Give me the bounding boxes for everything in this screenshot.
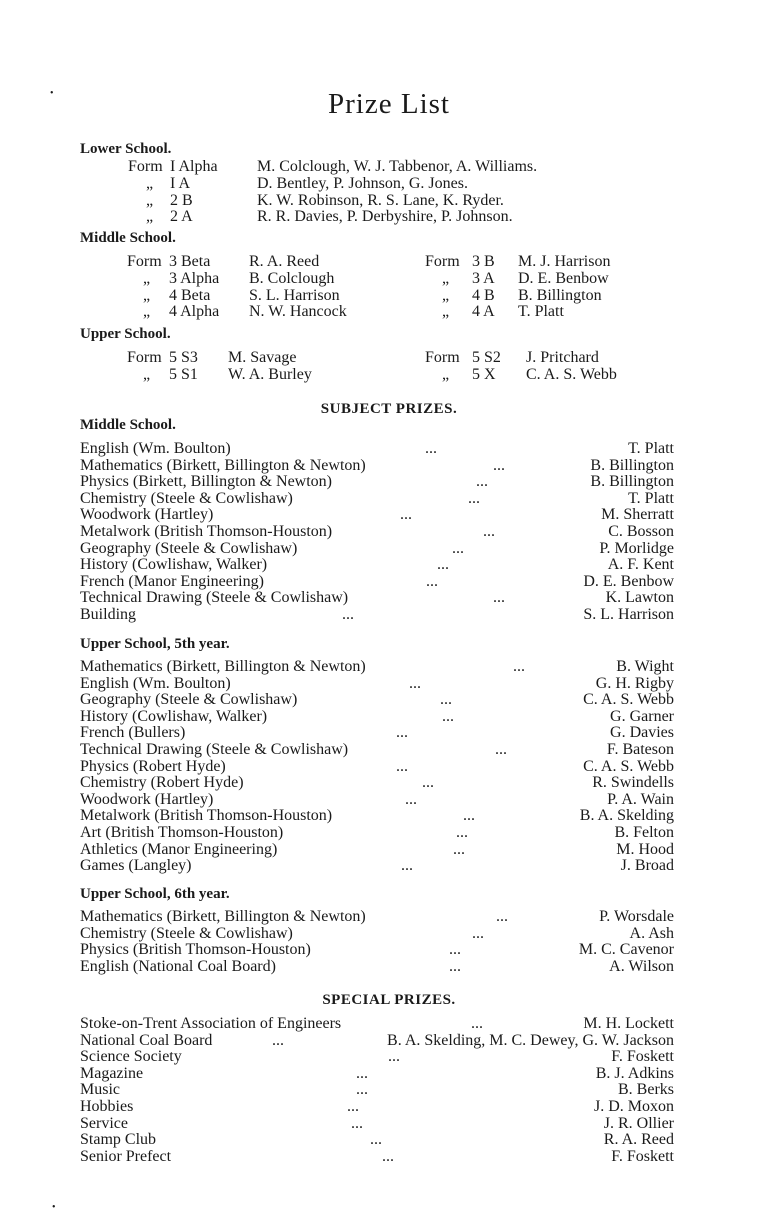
form-prefix: Form: [127, 349, 162, 366]
leader-dots: ...: [422, 774, 434, 792]
form-label: 4 B: [472, 286, 495, 304]
form-prefix: „: [143, 303, 151, 321]
lower-school-heading: Lower School.: [80, 141, 172, 157]
leader-dots: ...: [396, 757, 408, 775]
form-row: [127, 254, 347, 271]
prize-winner: C. A. S. Webb: [583, 757, 674, 775]
prize-winner: G. Garner: [610, 707, 674, 725]
prize-subject: English (Wm. Boulton): [80, 440, 231, 457]
leader-dots: ...: [351, 1114, 363, 1132]
form-label: 3 Beta: [169, 253, 211, 270]
prize-winner: J. Broad: [620, 857, 674, 875]
prize-row: [80, 959, 674, 976]
form-prefix: Form: [425, 253, 460, 270]
form-names: R. R. Davies, P. Derbyshire, P. Johnson.: [257, 208, 513, 226]
prize-row: [80, 590, 674, 607]
prize-row: [80, 1082, 674, 1099]
prize-row: [80, 1066, 674, 1083]
form-names: D. Bentley, P. Johnson, G. Jones.: [257, 174, 468, 192]
leader-dots: ...: [426, 572, 438, 590]
prize-winner: B. J. Adkins: [595, 1064, 674, 1082]
leader-dots: ...: [471, 1015, 483, 1032]
prize-winner: G. H. Rigby: [595, 674, 674, 692]
form-label: I Alpha: [170, 158, 218, 175]
prize-row: [80, 1149, 674, 1166]
prize-subject: Chemistry (Steele & Cowlishaw): [80, 489, 293, 507]
prize-row: [80, 725, 674, 742]
form-prefix: „: [442, 269, 450, 287]
leader-dots: ...: [468, 489, 480, 507]
prize-row: [80, 474, 674, 491]
prize-subject: Service: [80, 1114, 128, 1132]
leader-dots: ...: [449, 941, 461, 959]
form-label: 3 A: [472, 269, 495, 287]
form-label: 5 X: [472, 365, 496, 383]
form-names: D. E. Benbow: [518, 269, 609, 287]
form-label: 4 Alpha: [169, 303, 220, 321]
form-names: W. A. Burley: [228, 365, 312, 383]
prize-row: [80, 676, 674, 693]
prize-winner: C. Bosson: [608, 522, 674, 540]
prize-row: [80, 942, 674, 959]
leader-dots: ...: [405, 790, 417, 808]
leader-dots: ...: [456, 823, 468, 841]
prize-subject: Mathematics (Birkett, Billington & Newton): [80, 456, 366, 474]
prize-subject: Technical Drawing (Steele & Cowlishaw): [80, 589, 349, 607]
form-row: [128, 209, 537, 226]
leader-dots: ...: [513, 658, 525, 675]
form-label: 2 B: [170, 191, 193, 209]
prize-winner: S. L. Harrison: [583, 605, 674, 623]
leader-dots: ...: [452, 539, 464, 557]
leader-dots: ...: [409, 674, 421, 692]
prize-subject: National Coal Board: [80, 1031, 213, 1049]
leader-dots: ...: [347, 1097, 359, 1115]
leader-dots: ...: [396, 724, 408, 742]
form-label: I A: [170, 174, 190, 192]
prize-winner: J. R. Ollier: [603, 1114, 674, 1132]
form-label: 3 Alpha: [169, 269, 220, 287]
prize-winner: B. A. Skelding, M. C. Dewey, G. W. Jackson: [387, 1031, 674, 1049]
form-prefix: „: [143, 269, 151, 287]
prize-winner: B. Berks: [618, 1081, 674, 1099]
form-prefix: „: [146, 174, 154, 192]
form-row: [425, 271, 610, 288]
leader-dots: ...: [388, 1048, 400, 1066]
middle-school-heading: Middle School.: [80, 230, 176, 246]
leader-dots: ...: [425, 440, 437, 457]
leader-dots: ...: [493, 589, 505, 607]
form-row: [425, 304, 610, 321]
form-names: M. Colclough, W. J. Tabbenor, A. Williams.: [257, 158, 538, 175]
prize-winner: K. Lawton: [605, 589, 674, 607]
prize-row: [80, 825, 674, 842]
subject-middle-heading: Middle School.: [80, 417, 176, 433]
prize-row: [80, 926, 674, 943]
prize-winner: B. Felton: [614, 823, 674, 841]
form-label: 5 S3: [169, 349, 198, 366]
form-names: M. J. Harrison: [518, 253, 611, 270]
prize-winner: P. Morlidge: [599, 539, 674, 557]
form-row: [127, 288, 347, 305]
prize-row: [80, 792, 674, 809]
prize-row: [80, 909, 674, 926]
prize-subject: Stamp Club: [80, 1131, 157, 1149]
leader-dots: ...: [382, 1147, 394, 1165]
lower-school-table: [128, 159, 537, 226]
prize-winner: B. A. Skelding: [579, 807, 674, 825]
prize-row: [80, 1116, 674, 1133]
prize-winner: T. Platt: [628, 440, 674, 457]
prize-subject: Hobbies: [80, 1097, 134, 1115]
prize-row: [80, 842, 674, 859]
prize-subject: Mathematics (Birkett, Billington & Newton): [80, 658, 366, 675]
prize-subject: Chemistry (Robert Hyde): [80, 774, 244, 792]
prize-subject: French (Bullers): [80, 724, 186, 742]
form-row: [425, 254, 610, 271]
leader-dots: ...: [449, 957, 461, 975]
prize-winner: J. D. Moxon: [593, 1097, 674, 1115]
prize-row: [80, 441, 674, 458]
form-row: [127, 367, 312, 384]
prize-subject: Mathematics (Birkett, Billington & Newton): [80, 908, 366, 925]
page-title: Prize List: [328, 88, 450, 120]
leader-dots: ...: [493, 456, 505, 474]
prize-subject: English (Wm. Boulton): [80, 674, 231, 692]
form-row: [128, 159, 537, 176]
prize-winner: R. Swindells: [592, 774, 674, 792]
leader-dots: ...: [342, 605, 354, 623]
leader-dots: ...: [272, 1031, 284, 1049]
subject-middle-list: [80, 441, 674, 624]
leader-dots: ...: [440, 691, 452, 709]
form-prefix: „: [143, 286, 151, 304]
form-row: [425, 367, 617, 384]
form-prefix: „: [442, 286, 450, 304]
prize-row: [80, 709, 674, 726]
prize-subject: Woodwork (Hartley): [80, 790, 214, 808]
prize-subject: Technical Drawing (Steele & Cowlishaw): [80, 740, 349, 758]
prize-subject: Chemistry (Steele & Cowlishaw): [80, 924, 293, 942]
subject-upper6-list: [80, 909, 674, 975]
prize-subject: Magazine: [80, 1064, 144, 1082]
prize-row: [80, 491, 674, 508]
form-label: 3 B: [472, 253, 495, 270]
leader-dots: ...: [476, 473, 488, 491]
prize-subject: Stoke-on-Trent Association of Engineers: [80, 1015, 342, 1032]
prize-row: [80, 524, 674, 541]
leader-dots: ...: [370, 1131, 382, 1149]
prize-subject: Science Society: [80, 1048, 182, 1066]
leader-dots: ...: [437, 556, 449, 574]
prize-row: [80, 574, 674, 591]
form-row: [127, 350, 312, 367]
form-label: 2 A: [170, 208, 193, 226]
leader-dots: ...: [401, 857, 413, 875]
prize-winner: B. Billington: [590, 473, 674, 491]
prize-winner: A. Wilson: [609, 957, 674, 975]
prize-subject: French (Manor Engineering): [80, 572, 264, 590]
prize-subject: Art (British Thomson-Houston): [80, 823, 284, 841]
form-row: [127, 304, 347, 321]
prize-row: [80, 507, 674, 524]
form-label: 5 S1: [169, 365, 198, 383]
form-row: [425, 288, 610, 305]
prize-winner: M. H. Lockett: [583, 1015, 674, 1032]
prize-row: [80, 607, 674, 624]
prize-subject: Games (Langley): [80, 857, 192, 875]
leader-dots: ...: [400, 506, 412, 524]
prize-subject: Physics (British Thomson-Houston): [80, 941, 311, 959]
special-prizes-heading: SPECIAL PRIZES.: [322, 992, 456, 1008]
prize-winner: P. Worsdale: [599, 908, 674, 925]
form-prefix: Form: [127, 253, 162, 270]
form-row: [128, 176, 537, 193]
subject-upper6-heading: Upper School, 6th year.: [80, 886, 230, 902]
prize-row: [80, 742, 674, 759]
prize-row: [80, 808, 674, 825]
special-prizes-list: [80, 1016, 674, 1165]
prize-winner: D. E. Benbow: [583, 572, 674, 590]
upper-school-heading: Upper School.: [80, 326, 171, 342]
prize-winner: B. Billington: [590, 456, 674, 474]
form-label: 4 A: [472, 303, 495, 321]
leader-dots: ...: [442, 707, 454, 725]
prize-row: [80, 1016, 674, 1033]
prize-winner: M. C. Cavenor: [578, 941, 674, 959]
print-speck: •: [52, 1202, 56, 1213]
prize-winner: P. A. Wain: [607, 790, 674, 808]
leader-dots: ...: [453, 840, 465, 858]
form-names: B. Billington: [518, 286, 602, 304]
upper-school-left-table: [127, 350, 312, 384]
form-prefix: „: [442, 365, 450, 383]
leader-dots: ...: [472, 924, 484, 942]
prize-row: [80, 858, 674, 875]
form-prefix: „: [146, 208, 154, 226]
prize-subject: Geography (Steele & Cowlishaw): [80, 691, 298, 709]
prize-winner: T. Platt: [628, 489, 674, 507]
prize-subject: Physics (Robert Hyde): [80, 757, 226, 775]
leader-dots: ...: [495, 740, 507, 758]
prize-subject: Woodwork (Hartley): [80, 506, 214, 524]
form-prefix: Form: [425, 349, 460, 366]
form-label: 4 Beta: [169, 286, 211, 304]
form-prefix: „: [143, 365, 151, 383]
prize-subject: Geography (Steele & Cowlishaw): [80, 539, 298, 557]
upper-school-right-table: [425, 350, 617, 384]
prize-subject: Metalwork (British Thomson-Houston): [80, 522, 333, 540]
prize-winner: A. F. Kent: [607, 556, 674, 574]
prize-winner: C. A. S. Webb: [583, 691, 674, 709]
leader-dots: ...: [496, 908, 508, 925]
form-names: C. A. S. Webb: [526, 365, 617, 383]
prize-winner: M. Hood: [616, 840, 674, 858]
form-row: [425, 350, 617, 367]
form-row: [127, 271, 347, 288]
prize-row: [80, 659, 674, 676]
prize-subject: English (National Coal Board): [80, 957, 276, 975]
leader-dots: ...: [463, 807, 475, 825]
middle-school-right-table: [425, 254, 610, 321]
prize-row: [80, 1132, 674, 1149]
prize-subject: Athletics (Manor Engineering): [80, 840, 278, 858]
prize-winner: G. Davies: [610, 724, 674, 742]
prize-subject: Metalwork (British Thomson-Houston): [80, 807, 333, 825]
form-names: R. A. Reed: [249, 253, 320, 270]
prize-row: [80, 759, 674, 776]
subject-upper5-list: [80, 659, 674, 875]
prize-subject: Senior Prefect: [80, 1147, 172, 1165]
prize-subject: History (Cowlishaw, Walker): [80, 556, 268, 574]
subject-upper5-heading: Upper School, 5th year.: [80, 636, 230, 652]
prize-row: [80, 458, 674, 475]
subject-prizes-heading: SUBJECT PRIZES.: [320, 401, 458, 417]
prize-winner: A. Ash: [629, 924, 674, 942]
prize-winner: M. Sherratt: [601, 506, 674, 524]
prize-winner: F. Foskett: [611, 1147, 674, 1165]
prize-subject: History (Cowlishaw, Walker): [80, 707, 268, 725]
form-names: J. Pritchard: [526, 349, 599, 366]
form-label: 5 S2: [472, 349, 501, 366]
form-names: B. Colclough: [249, 269, 335, 287]
prize-row: [80, 1049, 674, 1066]
form-prefix: „: [146, 191, 154, 209]
prize-subject: Building: [80, 605, 137, 623]
prize-winner: R. A. Reed: [603, 1131, 674, 1149]
form-row: [128, 193, 537, 210]
leader-dots: ...: [483, 522, 495, 540]
prize-row: [80, 775, 674, 792]
prize-row: [80, 1033, 674, 1050]
form-names: K. W. Robinson, R. S. Lane, K. Ryder.: [257, 191, 504, 209]
prize-row: [80, 557, 674, 574]
form-names: S. L. Harrison: [249, 286, 340, 304]
print-speck: •: [50, 88, 54, 99]
prize-subject: Physics (Birkett, Billington & Newton): [80, 473, 332, 491]
prize-row: [80, 1099, 674, 1116]
middle-school-left-table: [127, 254, 347, 321]
form-prefix: Form: [128, 158, 163, 175]
form-names: N. W. Hancock: [249, 303, 347, 321]
prize-row: [80, 541, 674, 558]
prize-subject: Music: [80, 1081, 120, 1099]
form-prefix: „: [442, 303, 450, 321]
prize-winner: B. Wight: [616, 658, 674, 675]
leader-dots: ...: [356, 1064, 368, 1082]
leader-dots: ...: [356, 1081, 368, 1099]
prize-winner: F. Bateson: [606, 740, 674, 758]
prize-winner: F. Foskett: [611, 1048, 674, 1066]
prize-row: [80, 692, 674, 709]
form-names: M. Savage: [228, 349, 297, 366]
form-names: T. Platt: [518, 303, 564, 321]
